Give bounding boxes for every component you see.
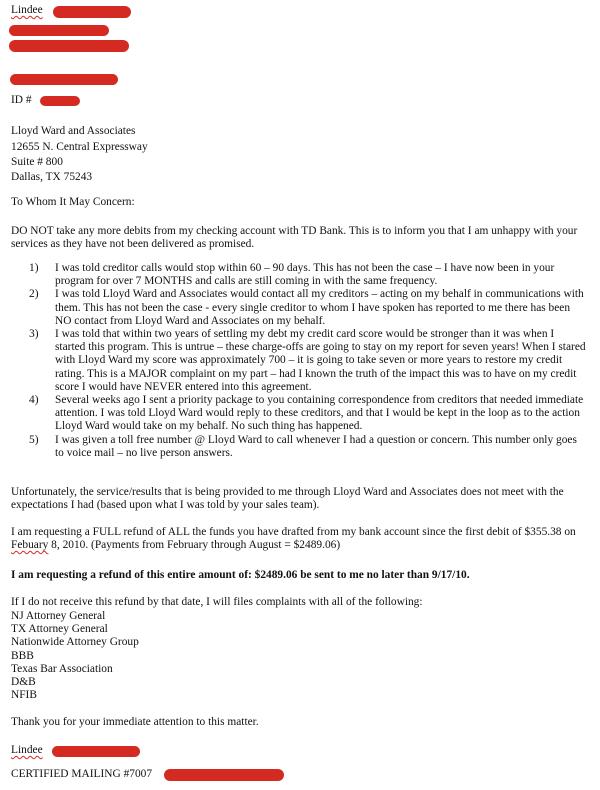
id-label: ID #	[11, 94, 32, 106]
agency-item: BBB	[11, 649, 34, 662]
redaction-phone	[10, 74, 118, 85]
list-item	[11, 394, 586, 434]
agency-item: D&B	[11, 675, 36, 688]
item-text: I was given a toll free number @ Lloyd Ward to call whenever I had a question or concern. This number only goes to voice mail – no live person answers.	[55, 433, 577, 459]
list-item	[11, 262, 586, 288]
agency-list	[11, 610, 591, 702]
sender-name-line	[11, 4, 43, 17]
recipient-city: Dallas, TX 75243	[11, 171, 93, 183]
list-item	[11, 328, 586, 394]
refund-date-word: Febuary	[11, 539, 49, 552]
item-text: Several weeks ago I sent a priority package to you containing correspondence from creditors that needed immediate attention. I was told Lloyd Ward would reply to these creditors, and that I would be kept in the loop as to the action Lloyd Ward would take on my behalf. No such thing has happened.	[55, 394, 584, 433]
intro-text: DO NOT take any more debits from my checking account with TD Bank. This is to inform you that I am unhappy with your services as they have not been delivered as promised.	[11, 225, 578, 251]
signature-first-name: Lindee	[11, 744, 43, 756]
refund-text-start: I am requesting a FULL refund of ALL the funds you have drafted from my bank account since the first debit of $355.38 on	[11, 526, 576, 538]
certified-mailing-label: CERTIFIED MAILING #7007	[11, 768, 153, 780]
id-line	[11, 94, 32, 107]
recipient-street: 12655 N. Central Expressway	[11, 141, 148, 153]
item-text: I was told Lloyd Ward and Associates would contact all my creditors – acting on my behalf in communications with them. This has not been the case - every single creditor to whom I have spoken has reported to me there has been NO contact from Lloyd Ward and Associates on my behalf.	[55, 288, 584, 327]
item-number: 4)	[29, 394, 39, 407]
refund-paragraph	[11, 526, 591, 552]
list-item	[11, 434, 586, 460]
certified-mailing-line	[11, 768, 152, 781]
item-number: 5)	[29, 433, 39, 446]
agency-item: NJ Attorney General	[11, 610, 106, 622]
recipient-suite: Suite # 800	[11, 156, 63, 168]
refund-request-bold: I am requesting a refund of this entire amount of: $2489.06 be sent to me no later than 9/17/10.	[11, 569, 470, 581]
complaint-list	[11, 262, 586, 460]
agency-item: NFIB	[11, 689, 37, 702]
redaction-certified-number	[164, 769, 284, 781]
item-number: 2)	[29, 288, 39, 301]
agency-item: TX Attorney General	[11, 623, 108, 636]
agency-item: Nationwide Attorney Group	[11, 636, 139, 649]
recipient-name: Lloyd Ward and Associates	[11, 125, 136, 137]
item-number: 3)	[29, 328, 39, 341]
signature-line	[11, 744, 43, 757]
item-text: I was told that within two years of settling my debt my credit card score would be stronger than it was when I started this program. This is untrue – these charge-offs are going to stay on my report for seven years! When I stared with Lloyd Ward my score was approximately 700 – it is going to take seven or more years to restore my credit rating. This is a MAJOR complaint on my part – had I known the truth of the impact this was to have on my credit score I would have NEVER entered into this agreement.	[55, 328, 586, 393]
thanks-line: Thank you for your immediate attention to this matter.	[11, 716, 259, 728]
item-number: 1)	[29, 262, 39, 274]
redaction-address-line-1	[9, 25, 109, 36]
agency-item: Texas Bar Association	[11, 662, 113, 675]
redaction-signature-surname	[52, 746, 140, 757]
redaction-id-number	[40, 96, 80, 106]
salutation: To Whom It May Concern:	[11, 196, 135, 208]
redaction-address-line-2	[9, 40, 129, 52]
intro-paragraph	[11, 225, 591, 251]
sender-first-name: Lindee	[11, 4, 43, 16]
list-item	[11, 288, 586, 328]
unfortunately-text: Unfortunately, the service/results that is being provided to me through Lloyd Ward and Associates does not meet with the expectations I had (based upon what I was told by your sales team).	[11, 486, 564, 512]
complaints-intro: If I do not receive this refund by that date, I will files complaints with all of the following:	[11, 596, 423, 608]
unfortunately-paragraph	[11, 486, 591, 512]
redaction-sender-surname	[53, 6, 131, 18]
refund-text-end: 8, 2010. (Payments from February through August = $2489.06)	[48, 539, 341, 552]
item-text: I was told creditor calls would stop within 60 – 90 days. This has not been the case – I have now been in your program for over 7 MONTHS and calls are still coming in with the same frequency.	[55, 262, 555, 288]
